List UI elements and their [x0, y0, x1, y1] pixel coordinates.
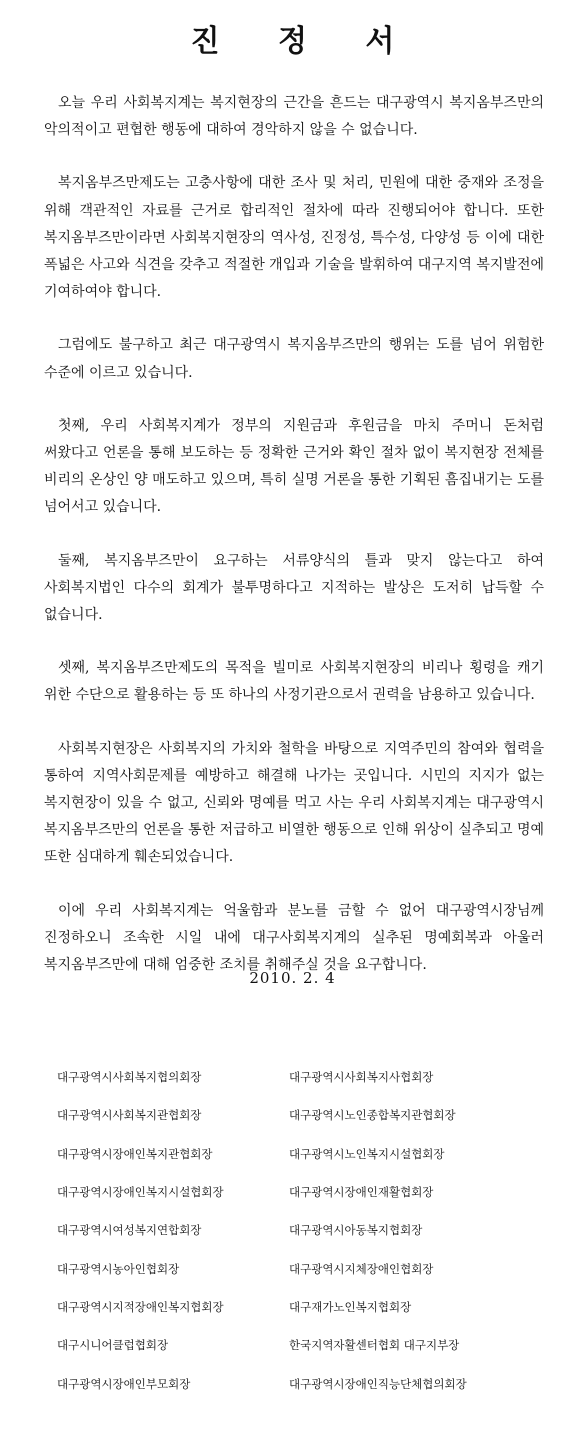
signer-row	[57, 1135, 557, 1173]
signer-name: 대구광역시노인복지시설협회장	[289, 1146, 445, 1161]
signer-name: 대구광역시장애인직능단체협의회장	[289, 1376, 467, 1391]
signer-name: 대구광역시장애인재활협회장	[289, 1185, 434, 1200]
signer-name: 대구광역시아동복지협회장	[289, 1223, 423, 1238]
paragraph-third: 셋째, 복지옴부즈만제도의 목적을 빌미로 사회복지현장의 비리나 횡령을 캐기 위한 수단으로 활용하는 등 또 하나의 사정기관으로서 권력을 남용하고 있습니다.	[44, 660, 544, 704]
signer-row	[57, 1326, 557, 1364]
signer-row	[57, 1096, 557, 1134]
signer-name: 대구광역시농아인협회장	[57, 1261, 180, 1276]
signer-name: 대구광역시사회복지협의회장	[57, 1070, 202, 1085]
signer-name: 대구광역시지체장애인협회장	[289, 1261, 434, 1276]
signer-row	[57, 1288, 557, 1326]
signer-name: 대구광역시여성복지연합회장	[57, 1223, 202, 1238]
document-body	[44, 90, 544, 1005]
paragraph-welfare-field: 사회복지현장은 사회복지의 가치와 철학을 바탕으로 지역주민의 참여와 협력을 통하여 지역사회문제를 예방하고 해결해 나가는 곳입니다. 시민의 지지가 없는 복지현장이 있을 수 없고, 신뢰와 명예를 먹고 사는 우리 사회복지계는 대구광역시 복지옴부즈만의 언론을 통한 저급하고 비열한 행동으로 인해 위상이 실추되고 명예 또한 심대하게 훼손되었습니다.	[44, 740, 544, 866]
signer-name: 한국지역자활센터협회 대구지부장	[289, 1338, 460, 1353]
paragraph-ombudsman-system: 복지옴부즈만제도는 고충사항에 대한 조사 및 처리, 민원에 대한 중재와 조정을 위해 객관적인 자료를 근거로 합리적인 절차에 따라 진행되어야 합니다. 또한 복지옴부즈만이라면 사회복지현장의 역사성, 진정성, 특수성, 다양성 등 이에 대한 폭넓은 사고와 식견을 갖추고 적절한 개입과 기술을 발휘하여 대구지역 복지발전에 기여하여야 합니다.	[44, 175, 544, 301]
document-title: 진 정 서	[190, 24, 419, 59]
signer-name: 대구광역시장애인부모회장	[57, 1376, 191, 1391]
signer-row	[57, 1211, 557, 1249]
signer-name: 대구광역시장애인복지시설협회장	[57, 1185, 224, 1200]
signer-list	[57, 1058, 557, 1403]
document-date: 2010. 2. 4	[249, 969, 336, 987]
signer-name: 대구광역시사회복지사협회장	[289, 1070, 434, 1085]
paragraph-request: 이에 우리 사회복지계는 억울함과 분노를 금할 수 없어 대구광역시장님께 진정하오니 조속한 시일 내에 대구사회복지계의 실추된 명예회복과 아울러 복지옴부즈만에 대해 엄중한 조치를 취해주실 것을 요구합니다.	[44, 902, 544, 974]
paragraph-intro: 오늘 우리 사회복지계는 복지현장의 근간을 흔드는 대구광역시 복지옴부즈만의 악의적이고 편협한 행동에 대하여 경악하지 않을 수 없습니다.	[44, 95, 544, 139]
paragraph-nevertheless: 그럼에도 불구하고 최근 대구광역시 복지옴부즈만의 행위는 도를 넘어 위험한 수준에 이르고 있습니다.	[44, 337, 544, 381]
signer-name: 대구시니어클럽협회장	[57, 1338, 169, 1353]
signer-name: 대구광역시사회복지관협회장	[57, 1108, 202, 1123]
paragraph-first: 첫째, 우리 사회복지계가 정부의 지원금과 후원금을 마치 주머니 돈처럼 써왔다고 언론을 통해 보도하는 등 정확한 근거와 확인 절차 없이 복지현장 전체를 비리의 온상인 양 매도하고 있으며, 특히 실명 거론을 통한 기획된 흠집내기는 도를 넘어서고 있습니다.	[44, 417, 544, 516]
paragraph-second: 둘째, 복지옴부즈만이 요구하는 서류양식의 틀과 맞지 않는다고 하여 사회복지법인 다수의 회계가 불투명하다고 지적하는 발상은 도저히 납득할 수 없습니다.	[44, 552, 544, 624]
signer-name: 대구광역시노인종합복지관협회장	[289, 1108, 456, 1123]
signer-name: 대구광역시장애인복지관협회장	[57, 1146, 213, 1161]
signer-row	[57, 1249, 557, 1287]
signer-name: 대구광역시지적장애인복지협회장	[57, 1299, 224, 1314]
signer-row	[57, 1173, 557, 1211]
signer-row	[57, 1058, 557, 1096]
signer-name: 대구재가노인복지협회장	[289, 1299, 412, 1314]
signer-row	[57, 1364, 557, 1402]
